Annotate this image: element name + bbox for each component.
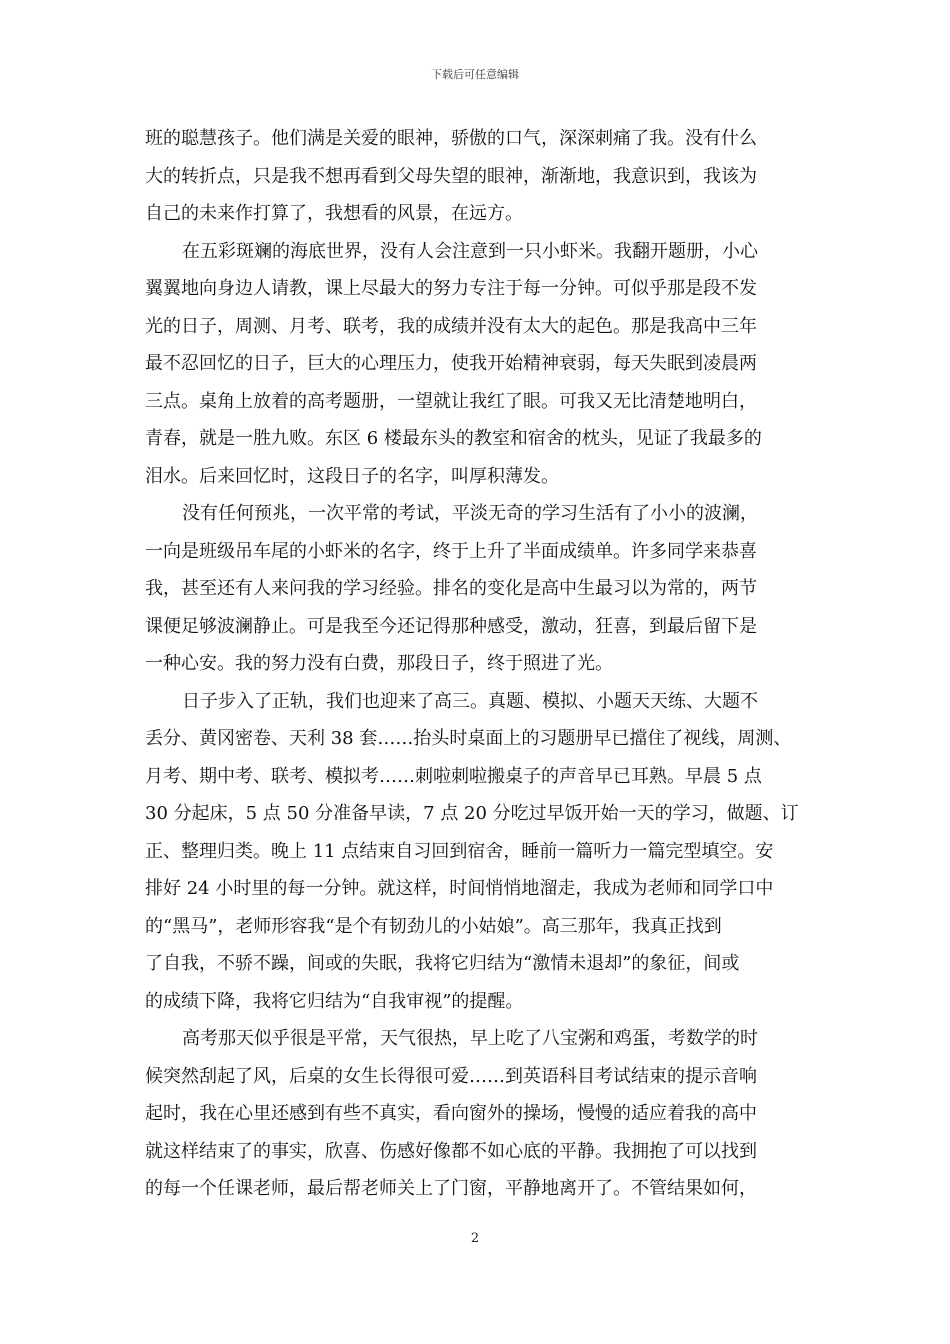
text-line: 翼翼地向身边人请教，课上尽最大的努力专注于每一分钟。可似乎那是段不发 [145, 278, 757, 299]
text-line: 就这样结束了的事实，欣喜、伤感好像都不如心底的平静。我拥抱了可以找到 [145, 1140, 757, 1162]
text-line: 三点。桌角上放着的高考题册，一望就让我红了眼。可我又无比清楚地明白， [145, 390, 757, 412]
text-line: 大的转折点，只是我不想再看到父母失望的眼神，渐渐地，我意识到，我该为 [145, 165, 757, 187]
page-number: 2 [470, 1231, 480, 1246]
text-line: 自己的未来作打算了，我想看的风景，在远方。 [145, 203, 523, 224]
document-body [145, 120, 817, 1208]
text-line: 起时，我在心里还感到有些不真实，看向窗外的操场，慢慢的适应着我的高中 [145, 1103, 757, 1124]
text-line: 青春，就是一胜九败。东区 6 楼最东头的教室和宿舍的枕头，见证了我最多的 [145, 428, 762, 449]
text-line: 最不忍回忆的日子，巨大的心理压力，使我开始精神衰弱，每天失眠到凌晨两 [145, 353, 757, 374]
text-line: 一种心安。我的努力没有白费，那段日子，终于照进了光。 [145, 653, 613, 674]
paragraph-first-line: 没有任何预兆，一次平常的考试，平淡无奇的学习生活有了小小的波澜， [182, 503, 758, 524]
paragraph-first-line: 日子步入了正轨，我们也迎来了高三。真题、模拟、小题天天练、大题不 [182, 690, 758, 712]
text-line: 的每一个任课老师，最后帮老师关上了门窗，平静地离开了。不管结果如何， [145, 1178, 757, 1199]
text-line: 一向是班级吊车尾的小虾米的名字，终于上升了半面成绩单。许多同学来恭喜 [145, 540, 757, 562]
text-line: 我，甚至还有人来问我的学习经验。排名的变化是高中生最习以为常的，两节 [145, 578, 757, 599]
text-line: 30 分起床，5 点 50 分准备早读，7 点 20 分吃过早饭开始一天的学习，做题、订 [145, 803, 799, 824]
text-line: 正、整理归类。晚上 11 点结束自习回到宿舍，睡前一篇听力一篇完型填空。安 [145, 840, 774, 862]
text-line: 月考、期中考、联考、模拟考……刺啦刺啦搬桌子的声音早已耳熟。早晨 5 点 [145, 765, 762, 787]
text-line: 泪水。后来回忆时，这段日子的名字，叫厚积薄发。 [145, 465, 559, 487]
text-line: 光的日子，周测、月考、联考，我的成绩并没有太大的起色。那是我高中三年 [145, 315, 757, 337]
text-line: 课便足够波澜静止。可是我至今还记得那种感受，激动，狂喜，到最后留下是 [145, 615, 757, 637]
paragraph-first-line: 在五彩斑斓的海底世界，没有人会注意到一只小虾米。我翻开题册，小心 [182, 240, 758, 262]
text-line: 丢分、黄冈密卷、天利 38 套……抬头时桌面上的习题册早已擋住了视线，周测、 [145, 728, 792, 749]
text-line: 排好 24 小时里的每一分钟。就这样，时间悄悄地溜走，我成为老师和同学口中 [145, 878, 774, 899]
text-line: 的“黑马”，老师形容我“是个有韧劲儿的小姑娘”。高三那年，我真正找到 [145, 915, 722, 937]
text-line: 的成绩下降，我将它归结为“自我审视”的提醒。 [145, 990, 524, 1012]
text-line: 候突然刮起了风，后桌的女生长得很可爱……到英语科目考试结束的提示音响 [145, 1065, 757, 1087]
text-line: 班的聪慧孩子。他们满是关爱的眼神，骄傲的口气，深深刺痛了我。没有什么 [145, 128, 757, 149]
text-line: 了自我，不骄不躁，间或的失眠，我将它归结为“激情未退却”的象征，间或 [145, 953, 740, 974]
page-header: 下载后可任意编辑 [431, 68, 519, 81]
paragraph-first-line: 高考那天似乎很是平常，天气很热，早上吃了八宝粥和鸡蛋，考数学的时 [182, 1028, 758, 1049]
